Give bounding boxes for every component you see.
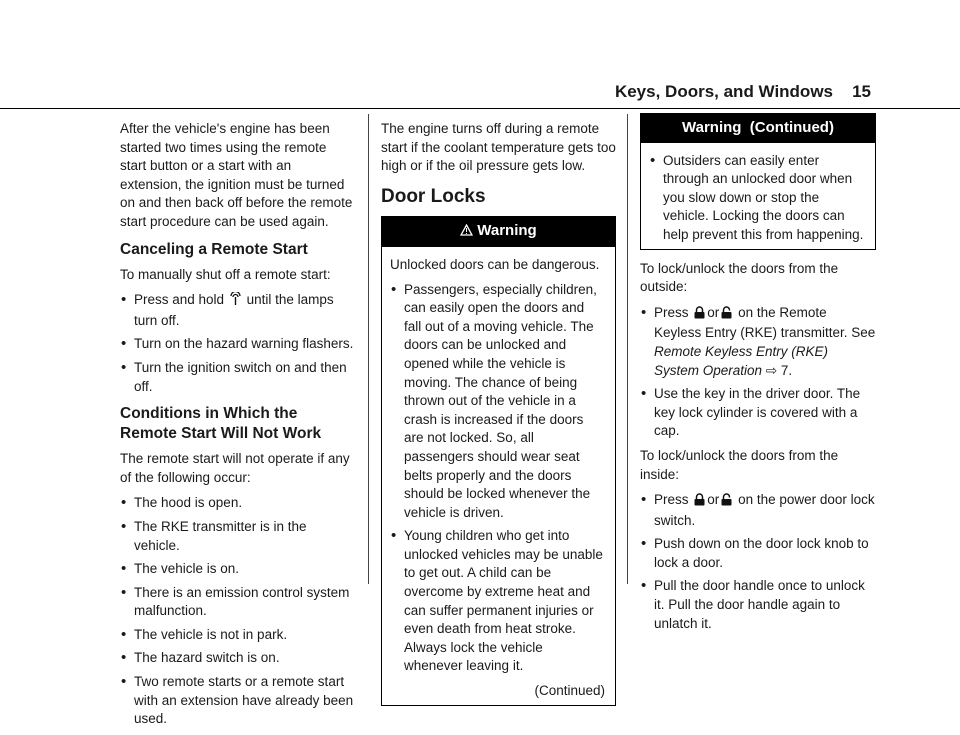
cancel-intro: To manually shut off a remote start: [120, 266, 331, 282]
list-item: • Pull the door handle once to unlock it. Pull the door handle again to unlatch it. [640, 577, 876, 633]
remote-start-icon [230, 292, 241, 312]
warning-list [390, 281, 605, 676]
header-rule [0, 108, 960, 109]
unlock-icon [721, 306, 732, 325]
warning-box-continued [640, 113, 876, 250]
inside-list [640, 491, 876, 633]
warning-box [381, 216, 616, 705]
warning-list [649, 152, 865, 245]
cancel-heading: Canceling a Remote Start [120, 240, 308, 258]
list-item: • Press or on the Remote Keyless Entry (RKE) transmitter. See Remote Keyless Entry (RKE) System Operation ⇨ 7. [640, 304, 876, 380]
middle-column [381, 120, 616, 706]
page-header [0, 82, 960, 116]
list-item: • There is an emission control system malfunction. [120, 584, 356, 621]
column-divider [368, 114, 369, 584]
list-item: • Turn on the hazard warning flashers. [120, 335, 356, 354]
inside-intro: To lock/unlock the doors from the inside: [640, 447, 839, 482]
warning-body [641, 143, 875, 249]
list-item: • Young children who get into unlocked vehicles may be unable to get out. A child can be overcome by extreme heat and can suffer permanent injuries or even death from heat stroke. Always lock the vehicle whenever leaving it. [390, 527, 605, 676]
outside-intro: To lock/unlock the doors from the outside: [640, 260, 839, 295]
intro-paragraph: After the vehicle's engine has been started two times using the remote start button or a start with an extension, the ignition must be turned on and then back off before the remote start procedure can be used again. [120, 121, 353, 229]
page-ref-arrow-icon: ⇨ [765, 362, 778, 378]
warning-triangle-icon [460, 223, 473, 242]
outside-list [640, 304, 876, 441]
list-item: • Press or on the power door lock switch. [640, 491, 876, 530]
list-item: • Press and hold until the lamps turn off. [120, 291, 356, 330]
left-column [120, 120, 356, 735]
conditions-intro: The remote start will not operate if any of the following occur: [120, 451, 350, 485]
unlock-icon [721, 493, 732, 512]
column-divider [627, 114, 628, 584]
cross-reference-link[interactable]: Remote Keyless Entry (RKE) System Operation [654, 343, 829, 378]
list-item: • Push down on the door lock knob to lock a door. [640, 535, 876, 572]
list-item: • The hood is open. [120, 494, 356, 513]
engine-paragraph: The engine turns off during a remote start if the coolant temperature gets too high or if the oil pressure gets low. [381, 121, 616, 174]
list-item: • The RKE transmitter is in the vehicle. [120, 518, 356, 555]
page-ref: 7. [780, 362, 793, 378]
list-item: • Use the key in the driver door. The key lock cylinder is covered with a cap. [640, 385, 876, 441]
conditions-list [120, 494, 356, 729]
list-item: • Turn the ignition switch on and then off. [120, 359, 356, 396]
section-title: Keys, Doors, and Windows [614, 82, 833, 101]
warning-bar: Warning (Continued) [641, 114, 875, 143]
list-item: • The vehicle is not in park. [120, 626, 356, 645]
list-item: • The vehicle is on. [120, 560, 356, 579]
conditions-heading: Conditions in Which the Remote Start Will Not Work [120, 405, 322, 443]
warning-intro: Unlocked doors can be dangerous. [390, 256, 600, 272]
continued-label: (Continued) [534, 683, 605, 699]
list-item: • Passengers, especially children, can easily open the doors and fall out of a moving vehicle. The doors can be unlocked and opened while the vehicle is moving. The chance of being thrown out of the vehicle in a crash is increased if the doors are not locked. So, all passengers should wear seat belts properly and the doors should be locked whenever the vehicle is driven. [390, 281, 605, 523]
cancel-list [120, 291, 356, 396]
warning-bar: Warning [382, 217, 615, 247]
warning-body [382, 247, 615, 705]
lock-icon [694, 306, 705, 325]
door-locks-heading: Door Locks [381, 185, 486, 207]
list-item: • Outsiders can easily enter through an unlocked door when you slow down or stop the vehicle. Locking the doors can help prevent this from happening. [649, 152, 865, 245]
list-item: • Two remote starts or a remote start with an extension have already been used. [120, 673, 356, 729]
list-item: • The hazard switch is on. [120, 649, 356, 668]
right-column [640, 113, 876, 639]
lock-icon [694, 493, 705, 512]
page-number: 15 [852, 82, 871, 101]
